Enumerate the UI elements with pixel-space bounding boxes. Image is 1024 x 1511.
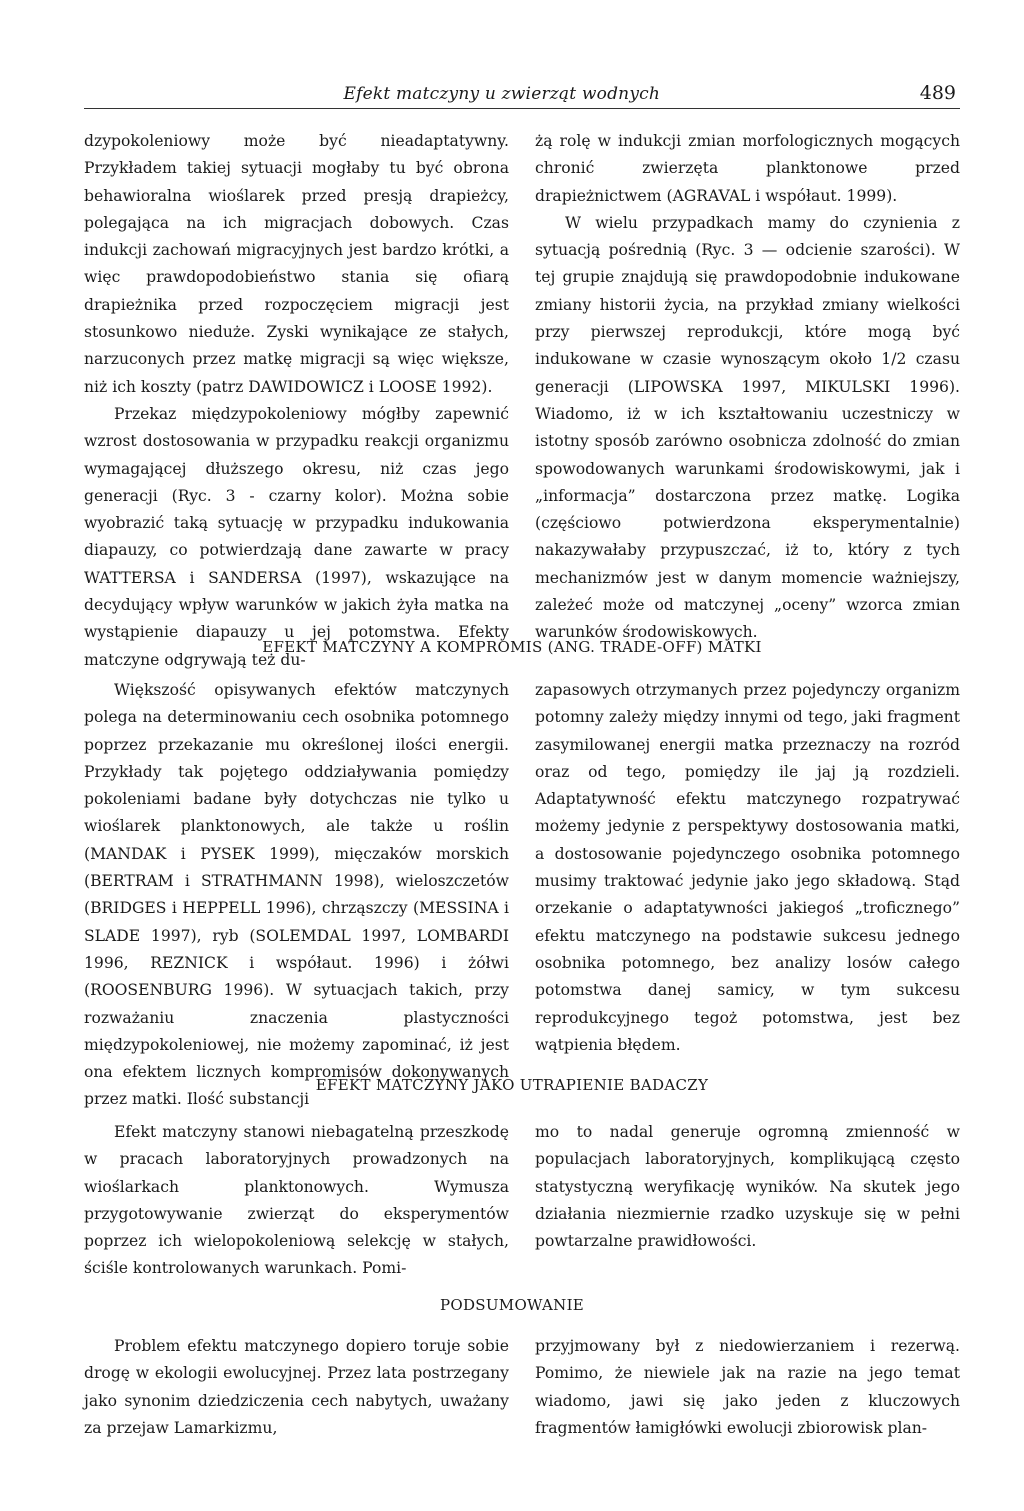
paragraph: przyjmowany był z niedowierzaniem i rezerwą. Pomimo, że niewiele jak na razie na jego temat wiadomo, jawi się jako jeden z kluczowych fragmentów łamigłówki ewolucji zbiorowisk plan- [535,1337,960,1437]
paragraph: W wielu przypadkach mamy do czynienia z sytuacją pośrednią (Ryc. 3 — odcienie szarości). W tej grupie znajdują się prawdopodobnie indukowane zmiany historii życia, na przykład zmiany wielkości przy pierwszej reprodukcji, które mogą być indukowane w czasie wynoszącym około 1/2 czasu generacji (LIPOWSKA 1997, MIKULSKI 1996). Wiadomo, iż w ich kształtowaniu uczestniczy w istotny sposób zarówno osobnicza zdolność do zmian spowodowanych warunkami środowiskowymi, jak i „informacja” dostarczona przez matkę. Logika (częściowo potwierdzona eksperymentalnie) nakazywałaby przypuszczać, iż to, który z tych mechanizmów jest w danym momencie ważniejszy, zależeć może od matczynej „oceny” wzorca zmian warunków środowiskowych. [535,213,960,642]
paragraph: Efekt matczyny stanowi niebagatelną przeszkodę w pracach laboratoryjnych prowadzonych na wioślarkach planktonowych. Wymusza przygotowywanie zwierząt do eksperymentów poprzez ich wielopokoleniową selekcję w stałych, ściśle kontrolowanych warunkach. Pomi- [84,1123,509,1278]
paragraph: dzypokoleniowy może być nieadaptatywny. Przykładem takiej sytuacji mogłaby tu być obrona behawioralna wioślarek przed presją drapieżcy, polegająca na ich migracjach dobowych. Czas indukcji zachowań migracyjnych jest bardzo krótki, a więc prawdopodobieństwo stania się ofiarą drapieżnika przed rozpoczęciem migracji jest stosunkowo nieduże. Zyski wynikające ze stałych, narzuconych przez matkę migracji są więc większe, niż ich koszty (patrz DAWIDOWICZ i LOOSE 1992). [84,132,509,396]
section-heading-trade-off: EFEKT MATCZYNY A KOMPROMIS (ANG. TRADE-OFF) MATKI [262,638,762,656]
section-heading-researchers: EFEKT MATCZYNY JAKO UTRAPIENIE BADACZY [315,1076,709,1094]
section-2-left-column [84,677,509,1114]
section-2-right-column [535,677,960,1059]
paragraph: żą rolę w indukcji zmian morfologicznych mogących chronić zwierzęta planktonowe przed drapieżnictwem (AGRAVAL i współaut. 1999). [535,132,960,205]
section-4-right-column [535,1333,960,1442]
running-header [84,78,960,109]
paragraph: Przekaz międzypokoleniowy mógłby zapewnić wzrost dostosowania w przypadku reakcji organizmu wymagającej dłuższego okresu, niż czas jego generacji (Ryc. 3 - czarny kolor). Można sobie wyobrazić taką sytuację w przypadku indukowania diapauzy, co potwierdzają dane zawarte w pracy WATTERSA i SANDERSA (1997), wskazujące na decydujący wpływ warunków w jakich żyła matka na wystąpienie diapauzy u jej potomstwa. Efekty matczyne odgrywają też du- [84,404,509,669]
paragraph: zapasowych otrzymanych przez pojedynczy organizm potomny zależy między innymi od tego, jaki fragment zasymilowanej energii matka przeznaczy na rozród oraz od tego, pomiędzy ile jaj ją rozdzieli. Adaptatywność efektu matczynego rozpatrywać możemy jedynie z perspektywy dostosowania matki, a dostosowanie pojedynczego osobnika potomnego musimy traktować jedynie jako jego składową. Stąd orzekanie o adaptatywności jakiegoś „troficznego” efektu matczynego na podstawie sukcesu jednego osobnika potomnego, bez analizy losów całego potomstwa danej samicy, w tym sukcesu reprodukcyjnego tegoż potomstwa, jest bez wątpienia błędem. [535,681,960,1054]
paragraph: Problem efektu matczynego dopiero toruje sobie drogę w ekologii ewolucyjnej. Przez lata postrzegany jako synonim dziedziczenia cech nabytych, uważany za przejaw Lamarkizmu, [84,1337,509,1437]
section-3-left-column [84,1119,509,1283]
paragraph: Większość opisywanych efektów matczynych polega na determinowaniu cech osobnika potomnego poprzez przekazanie mu określonej ilości energii. Przykłady tak pojętego oddziaływania pomiędzy pokoleniami badane były dotychczas nie tylko u wioślarek planktonowych, ale także u roślin (MANDAK i PYSEK 1999), mięczaków morskich (BERTRAM i STRATHMANN 1998), wieloszczetów (BRIDGES i HEPPELL 1996), chrząszczy (MESSINA i SLADE 1997), ryb (SOLEMDAL 1997, LOMBARDI 1996, REZNICK i współaut. 1996) i żółwi (ROOSENBURG 1996). W sytuacjach takich, przy rozważaniu znaczenia plastyczności międzypokoleniowej, nie możemy zapominać, iż jest ona efektem licznych kompromisów dokonywanych przez matki. Ilość substancji [84,681,509,1109]
section-heading-summary: PODSUMOWANIE [439,1296,585,1314]
section-1-right-column [535,128,960,647]
section-3-right-column [535,1119,960,1255]
page-number: 489 [919,82,956,104]
section-4-left-column [84,1333,509,1442]
section-1-left-column [84,128,509,674]
running-title: Efekt matczyny u zwierząt wodnych [343,84,660,104]
paragraph: mo to nadal generuje ogromną zmienność w populacjach laboratoryjnych, komplikującą często statystyczną weryfikację wyników. Na skutek jego działania niezmiernie rzadko uzyskuje się w pełni powtarzalne prawidłowości. [535,1123,960,1251]
